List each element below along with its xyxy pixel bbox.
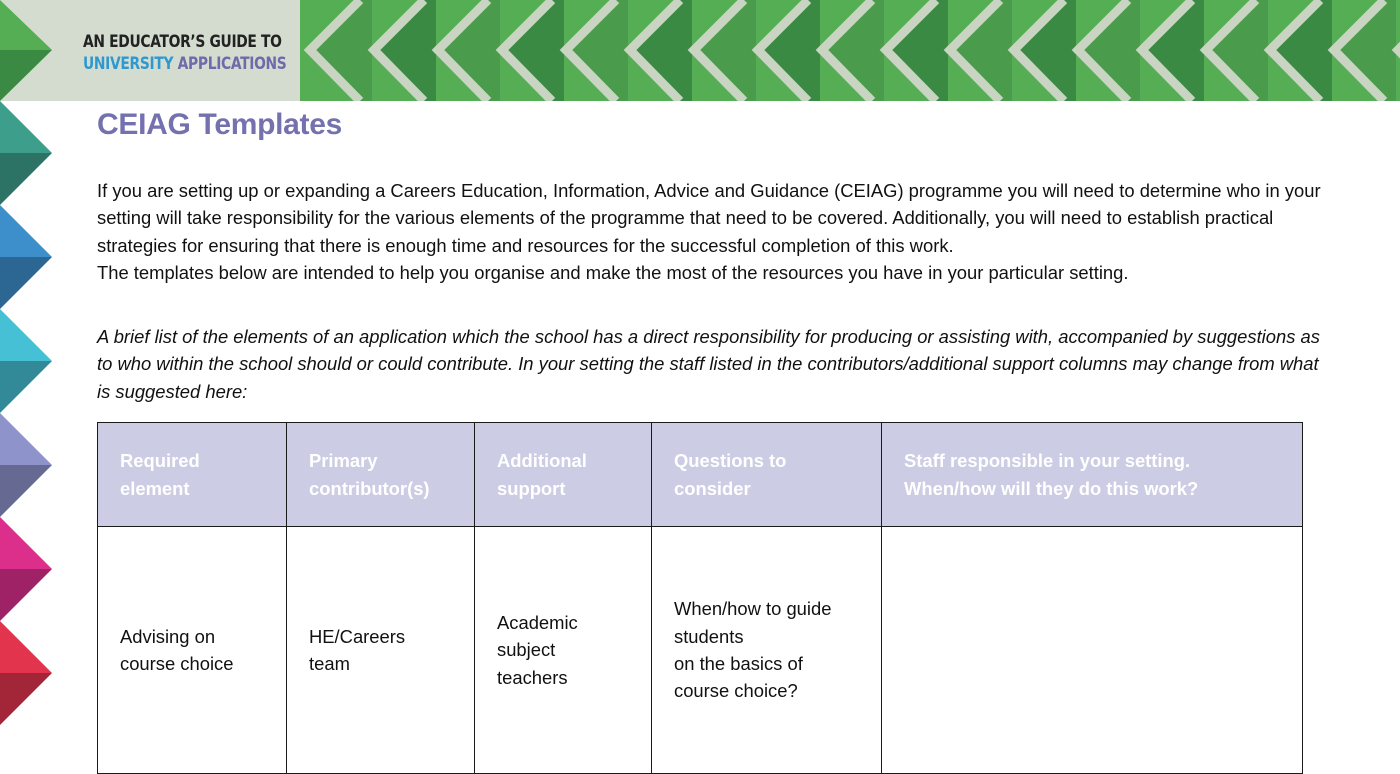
intro-paragraph: The templates below are intended to help you organise and make the most of the resources you have in your particular setting. [97,262,1129,284]
intro-text [97,177,1327,287]
page-title: CEIAG Templates [97,108,343,141]
cell-questions: When/how to guide students on the basics of course choice? [652,527,882,774]
column-header-staff-responsible: Staff responsible in your setting. When/how will they do this work? [882,423,1303,527]
table-row [98,527,1303,774]
cell-primary-contributor: HE/Careers team [287,527,475,774]
intro-paragraph: If you are setting up or expanding a Careers Education, Information, Advice and Guidance (CEIAG) programme you will need to determine who in your setting will take responsibility for the various elements of the programme that need to be covered. Additionally, you will need to establish practical strategies for ensuring that there is enough time and resources for the successful completion of this work. [97,180,1321,256]
column-header-questions: Questions to consider [652,423,882,527]
brand-line-1: AN EDUCATOR’S GUIDE TO [83,32,282,51]
cell-staff-responsible[interactable] [882,527,1303,774]
brand-line-2 [83,54,286,73]
column-header-required-element: Required element [98,423,287,527]
column-header-additional-support: Additional support [475,423,652,527]
brand-logo [83,31,286,75]
column-header-primary-contributor: Primary contributor(s) [287,423,475,527]
side-triangle-strip [0,101,70,731]
brand-word-university: UNIVERSITY [83,54,174,73]
brand-word-applications: APPLICATIONS [177,54,287,73]
cell-additional-support: Academic subject teachers [475,527,652,774]
table-intro-italic: A brief list of the elements of an application which the school has a direct responsibility for producing or assisting with, accompanied by suggestions as to who within the school should or could contribute. In your setting the staff listed in the contributors/additional support columns may change from what is suggested here: [97,326,1320,402]
cell-required-element: Advising on course choice [98,527,287,774]
table-header-row [98,423,1303,527]
header-left-triangle [0,0,60,101]
chevron-pattern [300,0,1400,101]
ceiag-table [97,422,1303,774]
